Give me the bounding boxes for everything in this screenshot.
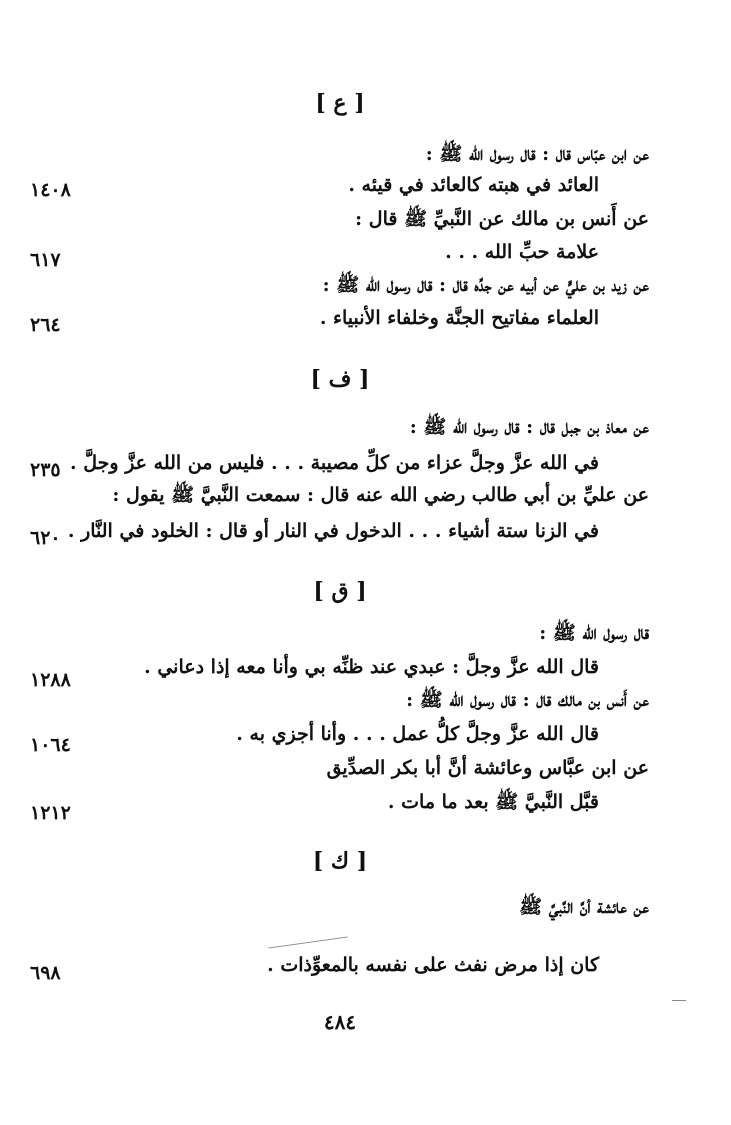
hadith-number: ١٢٨٨ xyxy=(30,669,71,691)
hadith-text: قال الله عزَّ وجلَّ كلُّ عمل . . . وأنا أجزي به . xyxy=(236,723,599,745)
hadith-text: قال الله عزَّ وجلَّ : عبدي عند ظنِّه بي وأنا معه إذا دعاني . xyxy=(144,656,599,678)
scan-artifact-line xyxy=(268,936,347,948)
hadith-text: علامة حبِّ الله . . . xyxy=(445,241,599,263)
hadith-text: كان إذا مرض نفث على نفسه بالمعوِّذات . xyxy=(267,954,599,976)
page-number: ٤٨٤ xyxy=(323,1010,357,1034)
hadith-number: ١٤٠٨ xyxy=(30,179,71,201)
hadith-number: ٦٢٠ xyxy=(30,527,61,549)
hadith-text: العائد في هبته كالعائد في قيئه . xyxy=(348,174,599,196)
hadith-number: ١٠٦٤ xyxy=(30,734,71,756)
hadith-text: في الله عزَّ وجلَّ عزاء من كلِّ مصيبة . . . فليس من الله عزَّ وجلَّ . xyxy=(70,452,599,474)
section-heading-ain: [ ع ] xyxy=(315,90,365,116)
narration-line: عن ابن عبّاس قال : قال رسول الله ﷺ : xyxy=(425,143,649,165)
hadith-number: ٦٩٨ xyxy=(30,962,61,984)
narration-line: عن أَنس بن مالك عن النَّبيِّ ﷺ قال : xyxy=(355,208,649,230)
narration-line: عن ابن عبَّاس وعائشة أنَّ أبا بكر الصدِّيق xyxy=(326,757,649,779)
hadith-text: العلماء مفاتيح الجنَّة وخلفاء الأنبياء . xyxy=(319,307,599,329)
scan-artifact-mark xyxy=(672,1000,686,1001)
section-heading-fa: [ ف ] xyxy=(310,366,370,392)
narration-line: عن أَنس بن مالك قال : قال رسول الله ﷺ : xyxy=(406,689,649,711)
narration-line: عن زيد بن عليٍّ عن أبيه عن جدِّه قال : قال رسول الله ﷺ : xyxy=(322,274,649,296)
hadith-number: ٢٦٤ xyxy=(30,314,61,336)
narration-line: عن عائشة أنَّ النَّبيَّ ﷺ xyxy=(519,896,649,918)
narration-line: عن معاذ بن جبل قال : قال رسول الله ﷺ : xyxy=(409,416,649,438)
hadith-number: ٢٣٥ xyxy=(30,459,61,481)
narration-line: قال رسول الله ﷺ : xyxy=(539,622,649,644)
hadith-number: ١٢١٢ xyxy=(30,802,71,824)
hadith-text: في الزنا ستة أشياء . . . الدخول في النار أو قال : الخلود في النَّار . xyxy=(67,520,599,542)
section-heading-kaf: [ ك ] xyxy=(312,848,368,874)
hadith-number: ٦١٧ xyxy=(30,249,61,271)
section-heading-qaf: [ ق ] xyxy=(313,578,367,604)
narration-line: عن عليِّ بن أبي طالب رضي الله عنه قال : سمعت النَّبيَّ ﷺ يقول : xyxy=(112,484,649,506)
hadith-text: قبَّل النَّبيَّ ﷺ بعد ما مات . xyxy=(387,791,599,813)
